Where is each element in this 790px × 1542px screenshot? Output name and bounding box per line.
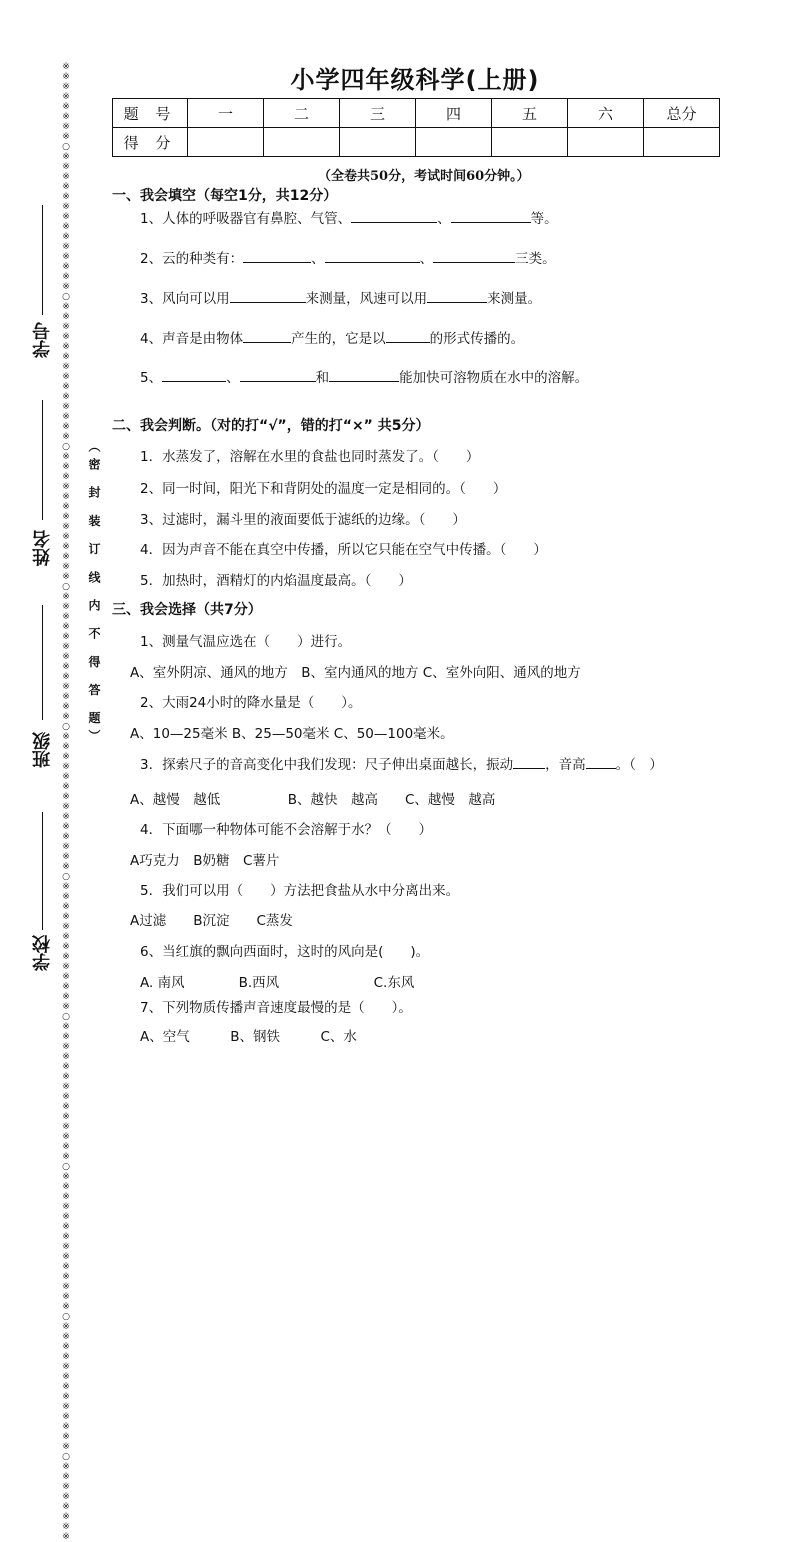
score-cell[interactable]	[416, 128, 492, 157]
class-label: 班级	[32, 732, 53, 768]
question-text: 。（ ）	[615, 757, 663, 773]
choice-options-3: A、越慢 越低 B、越快 越高 C、越慢 越高	[130, 792, 496, 808]
question-text: 3、风向可以用	[140, 291, 230, 307]
answer-blank[interactable]	[329, 369, 399, 382]
question-text: 1、人体的呼吸器官有鼻腔、气管、	[140, 211, 352, 227]
judge-question: 1．水蒸发了，溶解在水里的食盐也同时蒸发了。（ ）	[140, 449, 480, 465]
score-header-cell: 四	[416, 99, 492, 128]
question-text: 来测量。	[487, 291, 542, 307]
score-header-cell: 题 号	[113, 99, 188, 128]
answer-blank[interactable]	[243, 330, 291, 343]
name-label: 姓名	[32, 530, 53, 566]
judge-question: 4．因为声音不能在真空中传播，所以它只能在空气中传播。（ ）	[140, 542, 547, 558]
judge-question: 2、同一时间，阳光下和背阴处的温度一定是相同的。（ ）	[140, 481, 507, 497]
question-text: 产生的，它是以	[291, 331, 386, 347]
choice-question-2: 2、大雨24小时的降水量是（ ）。	[140, 695, 362, 711]
fill-question-4	[140, 327, 524, 347]
choice-question-6: 6、当红旗的飘向西面时，这时的风向是( )。	[140, 944, 430, 960]
answer-blank[interactable]	[230, 290, 306, 303]
score-table	[112, 98, 720, 157]
question-text: 能加快可溶物质在水中的溶解。	[399, 370, 589, 386]
seal-note: （密 封 装 订 线 内 不 得 答 题）	[87, 440, 101, 748]
answer-blank[interactable]	[243, 250, 311, 263]
choice-question-7: 7、下列物质传播声音速度最慢的是（ ）。	[140, 1000, 412, 1016]
score-header-cell: 三	[340, 99, 416, 128]
fill-question-3	[140, 287, 541, 307]
score-row-label: 得 分	[113, 128, 188, 157]
answer-blank[interactable]	[451, 210, 531, 223]
score-header-cell: 总分	[644, 99, 720, 128]
question-text: 4、声音是由物体	[140, 331, 244, 347]
choice-question-4: 4．下面哪一种物体可能不会溶解于水？（ ）	[140, 822, 433, 838]
score-cell[interactable]	[492, 128, 568, 157]
score-cell[interactable]	[644, 128, 720, 157]
score-cell[interactable]	[188, 128, 264, 157]
exam-title: 小学四年级科学(上册)	[290, 66, 540, 94]
fill-question-2	[140, 247, 556, 267]
fill-question-1	[140, 207, 558, 227]
score-cell[interactable]	[264, 128, 340, 157]
answer-blank[interactable]	[427, 290, 487, 303]
choice-options-6: A. 南风 B.西风 C.东风	[140, 975, 415, 991]
question-text: 、	[311, 251, 325, 267]
score-header-cell: 二	[264, 99, 340, 128]
score-header-cell: 五	[492, 99, 568, 128]
score-header-cell: 六	[568, 99, 644, 128]
answer-blank[interactable]	[386, 330, 430, 343]
question-text: 2、云的种类有：	[140, 251, 244, 267]
score-cell[interactable]	[568, 128, 644, 157]
choice-question-3	[140, 753, 663, 773]
section3-heading: 三、我会选择（共7分）	[112, 602, 262, 618]
score-header-cell: 一	[188, 99, 264, 128]
answer-blank[interactable]	[351, 210, 437, 223]
question-text: 等。	[530, 211, 558, 227]
answer-blank[interactable]	[240, 369, 316, 382]
question-text: 和	[315, 370, 330, 386]
choice-options-2: A、10—25毫米 B、25—50毫米 C、50—100毫米。	[130, 726, 454, 742]
answer-blank[interactable]	[325, 250, 420, 263]
class-write-line	[42, 605, 43, 720]
choice-options-7: A、空气 B、钢铁 C、水	[140, 1029, 357, 1045]
question-text: 的形式传播的。	[429, 331, 525, 347]
answer-blank[interactable]	[162, 369, 226, 382]
section2-heading: 二、我会判断。（对的打“√”，错的打“×” 共5分）	[112, 418, 430, 434]
choice-options-1: A、室外阴凉、通风的地方 B、室内通风的地方 C、室外向阳、通风的地方	[130, 665, 581, 681]
choice-question-5: 5．我们可以用（ ）方法把食盐从水中分离出来。	[140, 883, 460, 899]
question-text: ，音高	[545, 757, 586, 773]
judge-question: 5．加热时，酒精灯的内焰温度最高。（ ）	[140, 573, 412, 589]
school-write-line	[42, 812, 43, 930]
id-label: 学号	[32, 322, 53, 358]
question-text: 来测量，风速可以用	[305, 291, 428, 307]
question-text: 、	[226, 370, 240, 386]
choice-options-5: A过滤 B沉淀 C蒸发	[130, 913, 293, 929]
name-write-line	[42, 400, 43, 520]
question-text: 3．探索尺子的音高变化中我们发现：尺子伸出桌面越长，振动	[140, 757, 514, 773]
answer-blank[interactable]	[586, 756, 616, 769]
question-text: 、	[437, 211, 451, 227]
school-label: 学校	[32, 935, 53, 971]
id-write-line	[42, 205, 43, 315]
judge-question: 3、过滤时，漏斗里的液面要低于滤纸的边缘。（ ）	[140, 512, 466, 528]
answer-blank[interactable]	[513, 756, 545, 769]
score-header-row	[113, 99, 720, 128]
question-text: 、	[419, 251, 434, 267]
fill-question-5	[140, 366, 588, 386]
choice-question-1: 1、测量气温应选在（ ）进行。	[140, 634, 352, 650]
choice-options-4: A巧克力 B奶糖 C薯片	[130, 853, 280, 869]
section1-heading: 一、我会填空（每空1分，共12分）	[112, 188, 338, 204]
question-text: 5、	[140, 370, 163, 386]
score-cell[interactable]	[340, 128, 416, 157]
question-text: 三类。	[515, 251, 556, 267]
score-value-row	[113, 128, 720, 157]
exam-note: （全卷共50分，考试时间60分钟。）	[318, 169, 530, 184]
binding-star-border: ※※※※※※※※○※※※※※※※※※※※※※※○※※※※※※※※※※※※※※○※※※※※※※※※※※※※○※※※※※※※※※※※※※○※※※※※※※※※※※※※※○※※※※※※※※※※※※※○※※※※※※※※※※※※※※○※※※※※※※※※※※※※※○※※※※※※※※※※※※※○※※※※※※※※	[62, 62, 70, 1542]
answer-blank[interactable]	[433, 250, 515, 263]
